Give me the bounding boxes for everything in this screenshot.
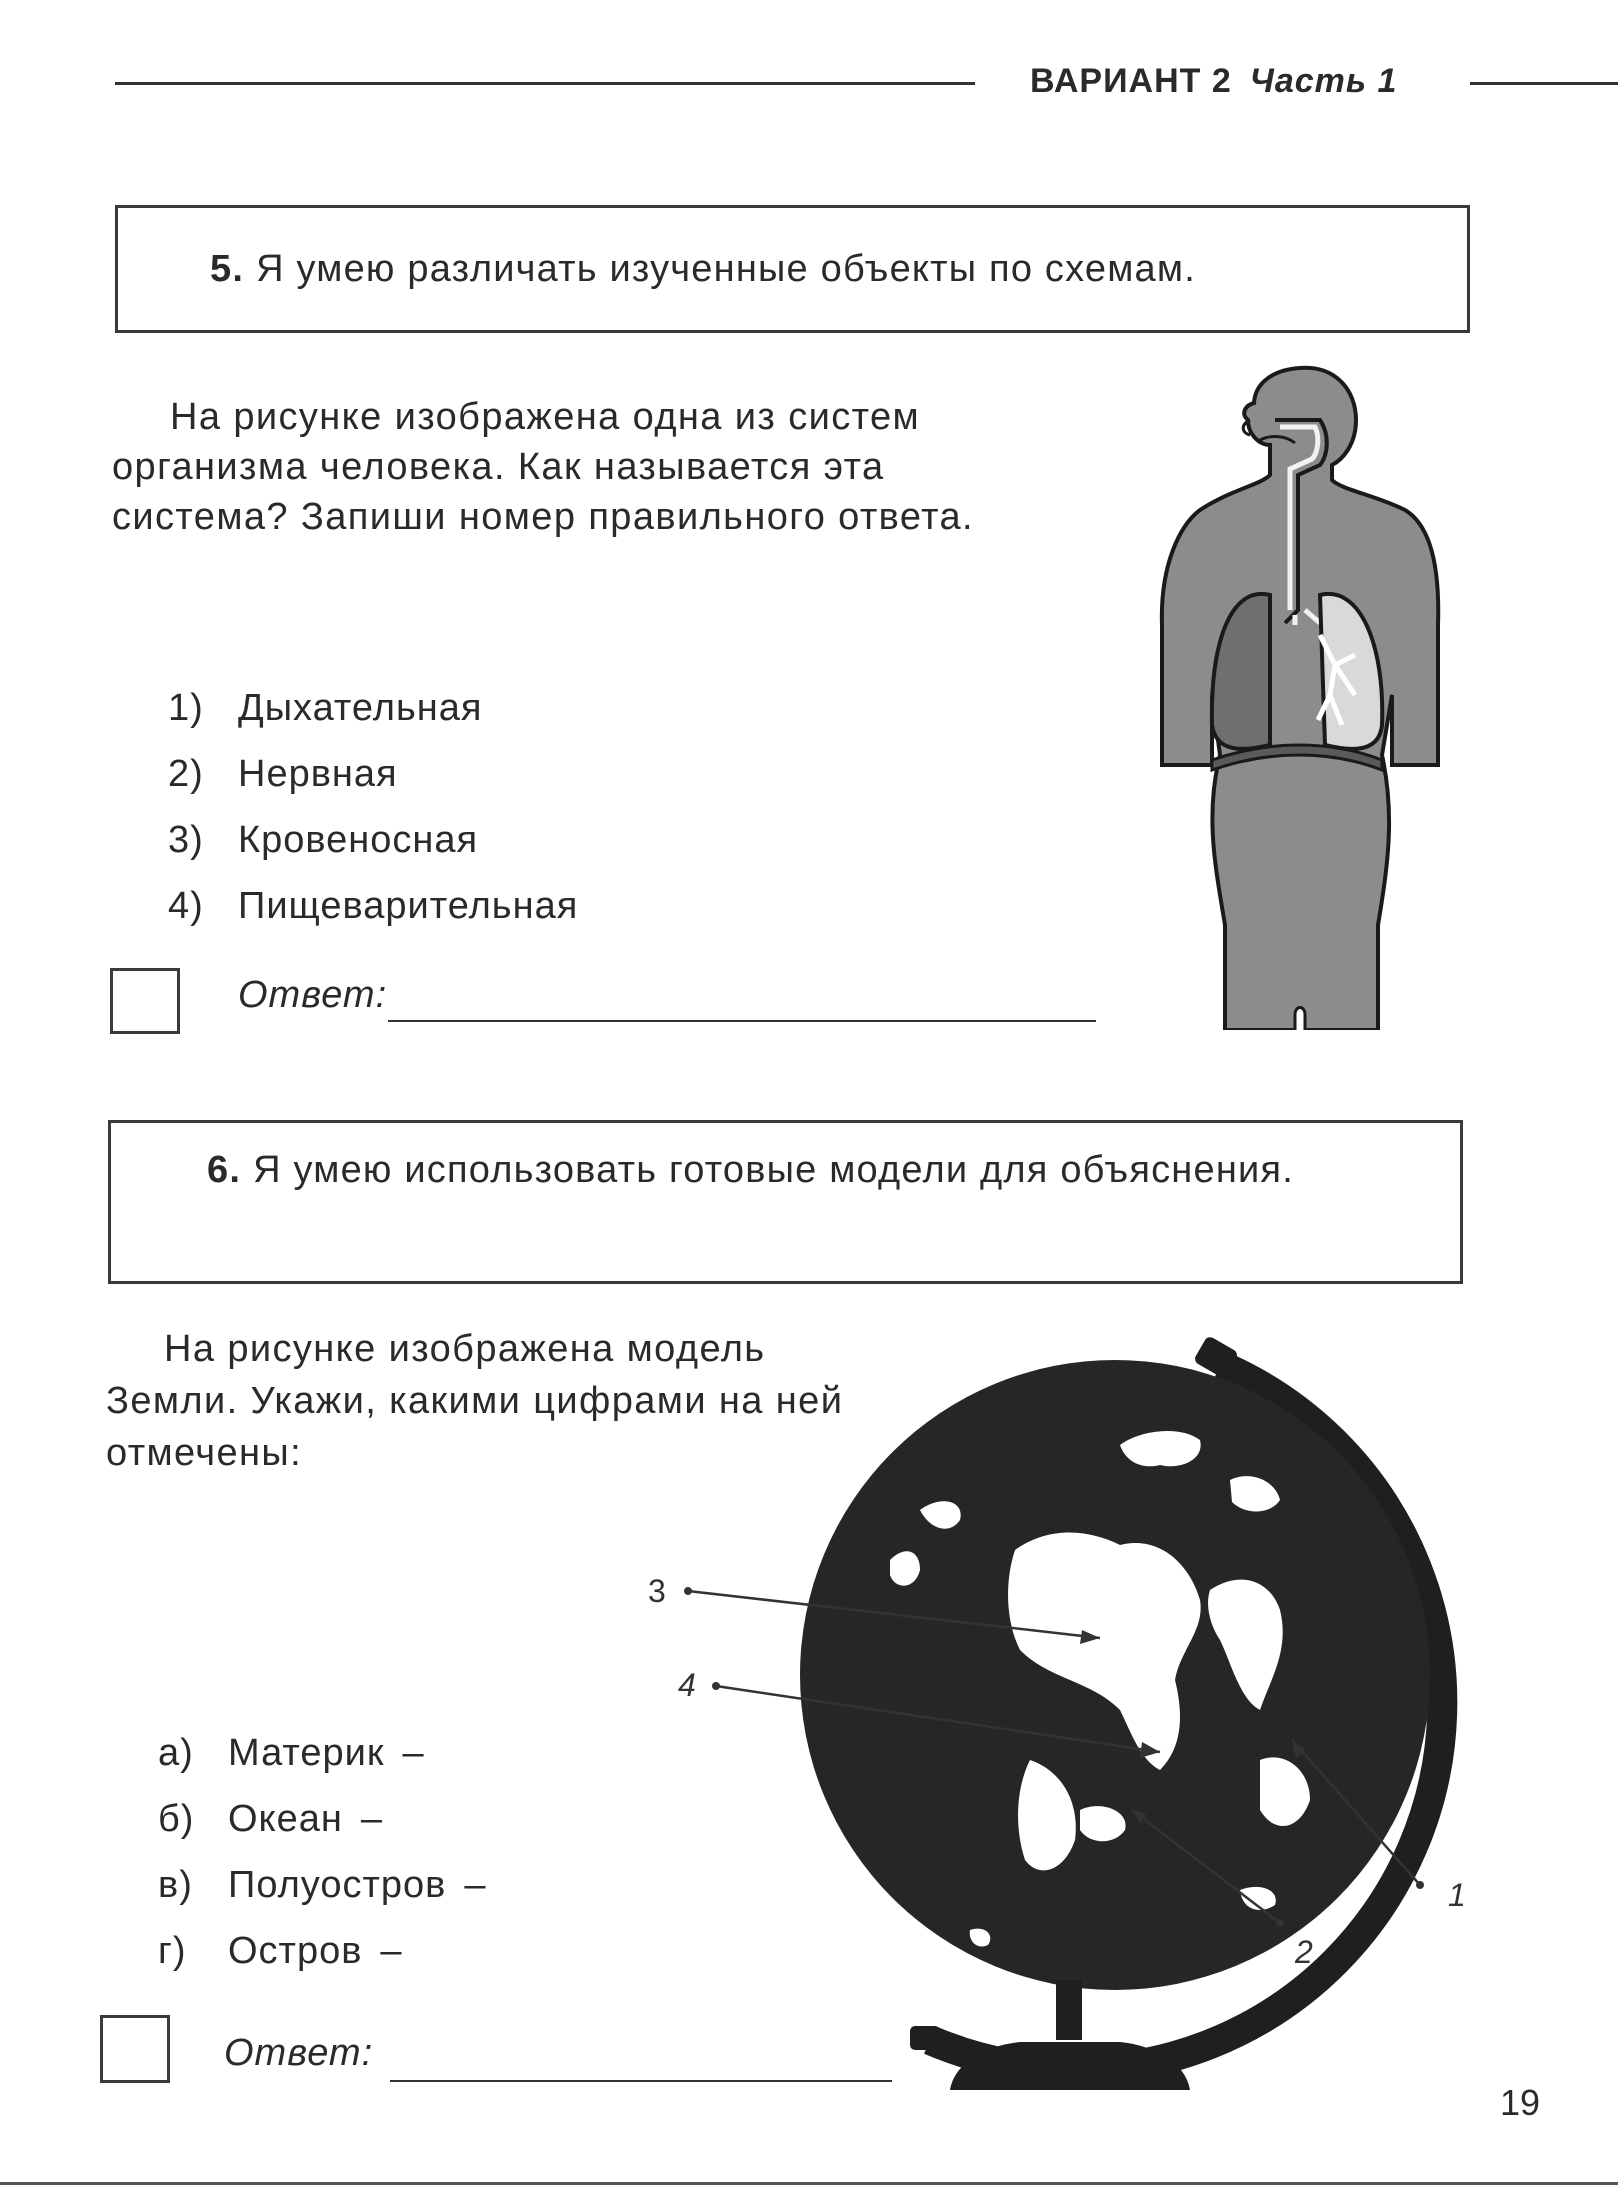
- bottom-rule: [0, 2182, 1618, 2185]
- task5-option-2: 2) Нервная: [168, 753, 398, 795]
- globe-figure: [620, 1330, 1500, 2090]
- task6-number: 6.: [207, 1149, 242, 1191]
- task5-answer-checkbox[interactable]: [110, 968, 180, 1034]
- page-number: 19: [1500, 2082, 1541, 2123]
- task5-option-4: 4) Пищеварительная: [168, 885, 579, 927]
- task5-heading-box: [115, 205, 1470, 333]
- globe-label-3: 3: [648, 1573, 666, 1609]
- task5-number: 5.: [210, 248, 245, 290]
- task5-question: На рисунке изображена одна из систем организма человека. Как называется эта система? Запиши номер правильного ответа.: [112, 396, 974, 538]
- task5-option-1: 1) Дыхательная: [168, 687, 483, 729]
- task5-answer-line[interactable]: [388, 1020, 1096, 1022]
- header-rule-right: [1470, 82, 1618, 85]
- task6-answer-checkbox[interactable]: [100, 2015, 170, 2083]
- task6-option-d: г) Остров –: [158, 1930, 403, 1972]
- task5-answer-label: Ответ:: [238, 974, 388, 1016]
- header-rule-left: [115, 82, 975, 85]
- task6-answer-label: Ответ:: [224, 2032, 374, 2074]
- header-title: [1030, 62, 1460, 112]
- task6-title: Я умею использовать готовые модели для объяснения.: [253, 1149, 1294, 1191]
- task6-heading-box: [108, 1120, 1463, 1284]
- task6-option-c: в) Полуостров –: [158, 1864, 487, 1906]
- globe-label-1: 1: [1448, 1877, 1466, 1913]
- task6-option-a: а) Материк –: [158, 1732, 425, 1774]
- variant-label: ВАРИАНТ 2: [1030, 62, 1232, 100]
- respiratory-system-figure: [1120, 365, 1490, 1030]
- task6-question: На рисунке изображена модель Земли. Укажи, какими цифрами на ней отмечены:: [106, 1328, 844, 1474]
- task5-title: Я умею различать изученные объекты по схемам.: [256, 248, 1196, 290]
- globe-label-2: 2: [1295, 1934, 1313, 1970]
- globe-label-4: 4: [678, 1667, 696, 1703]
- part-label: Часть 1: [1249, 62, 1398, 100]
- task5-option-3: 3) Кровеносная: [168, 819, 479, 861]
- task6-option-b: б) Океан –: [158, 1798, 384, 1840]
